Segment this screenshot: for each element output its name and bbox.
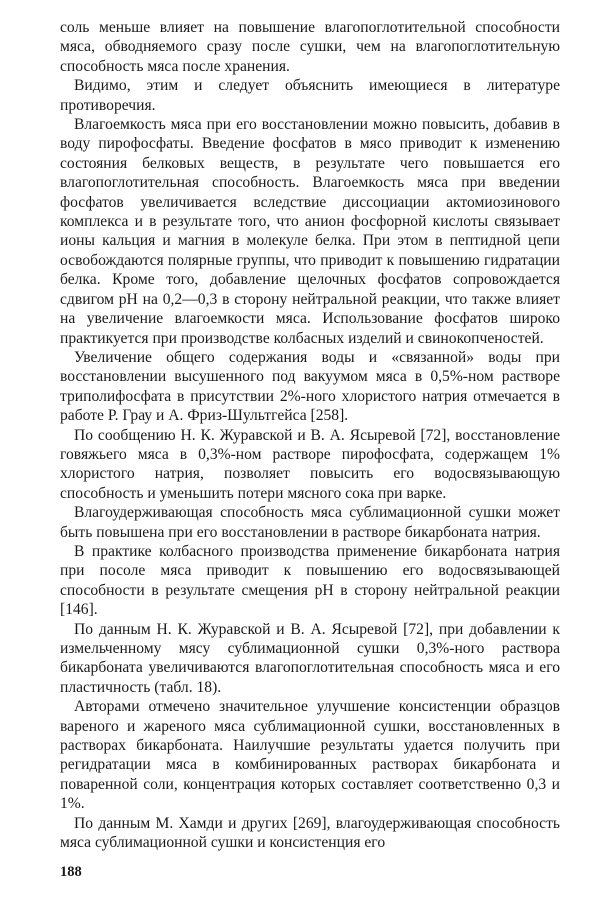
paragraph-10: По данным М. Хамди и других [269], влагоудерживающая способность мяса сублимационной сушки и консистенция его (60, 814, 560, 852)
paragraph-3: Влагоемкость мяса при его восстановлении можно повысить, добавив в воду пирофосфаты. Введение фосфатов в мясо приводит к изменению состояния белковых веществ, в результате чего повышается его влагопоглотительная способность. Влагоемкость мяса при введении фосфатов увеличивается вследствие диссоциации актомиозинового комплекса и в результате того, что анион фосфорной кислоты связывает ионы кальция и магния в молекуле белка. При этом в пептидной цепи освобождаются полярные группы, что приводит к повышению гидратации белка. Кроме того, добавление щелочных фосфатов сопровождается сдвигом pH на 0,2—0,3 в сторону нейтральной реакции, что также влияет на увеличение влагоемкости мяса. Использование фосфатов широко практикуется при производстве колбасных изделий и свинокопченостей. (60, 116, 560, 347)
paragraph-8: По данным Н. К. Журавской и В. А. Ясыревой [72], при добавлении к измельченному мясу сублимационной сушки 0,3%-ного раствора бикарбоната увеличиваются влагопоглотительная способность мяса и его пластичность (табл. 18). (60, 620, 560, 696)
paragraph-7: В практике колбасного производства применение бикарбоната натрия при посоле мяса приводит к повышению его водосвязывающей способности в результате смещения pH в сторону нейтральной реакции [146]. (60, 542, 560, 619)
page-body (60, 18, 560, 852)
paragraph-1: соль меньше влияет на повышение влагопоглотительной способности мяса, обводняемого сразу после сушки, чем на влагопоглотительную способность мяса после хранения. (60, 19, 560, 75)
paragraph-2: Видимо, этим и следует объяснить имеющиеся в литературе противоречия. (60, 77, 560, 114)
page-number: 188 (60, 864, 82, 880)
paragraph-9: Авторами отмечено значительное улучшение консистенции образцов вареного и жареного мяса сублимационной сушки, восстановленных в растворах бикарбоната. Наилучшие результаты удается получить при регидратации мяса в комбинированных растворах бикарбоната и поваренной соли, концентрация которых составляет соответственно 0,3 и 1%. (60, 698, 560, 813)
paragraph-5: По сообщению Н. К. Журавской и В. А. Ясыревой [72], восстановление говяжьего мяса в 0,3%-ном растворе пирофосфата, содержащем 1% хлористого натрия, позволяет повысить его водосвязывающую способность и уменьшить потери мясного сока при варке. (60, 426, 560, 502)
paragraph-6: Влагоудерживающая способность мяса сублимационной сушки может быть повышена при его восстановлении в растворе бикарбоната натрия. (60, 504, 560, 541)
paragraph-4: Увеличение общего содержания воды и «связанной» воды при восстановлении высушенного под вакуумом мяса в 0,5%-ном растворе триполифосфата в присутствии 2%-ного хлористого натрия отмечается в работе Р. Грау и А. Фриз-Шультгейса [258]. (60, 348, 560, 425)
